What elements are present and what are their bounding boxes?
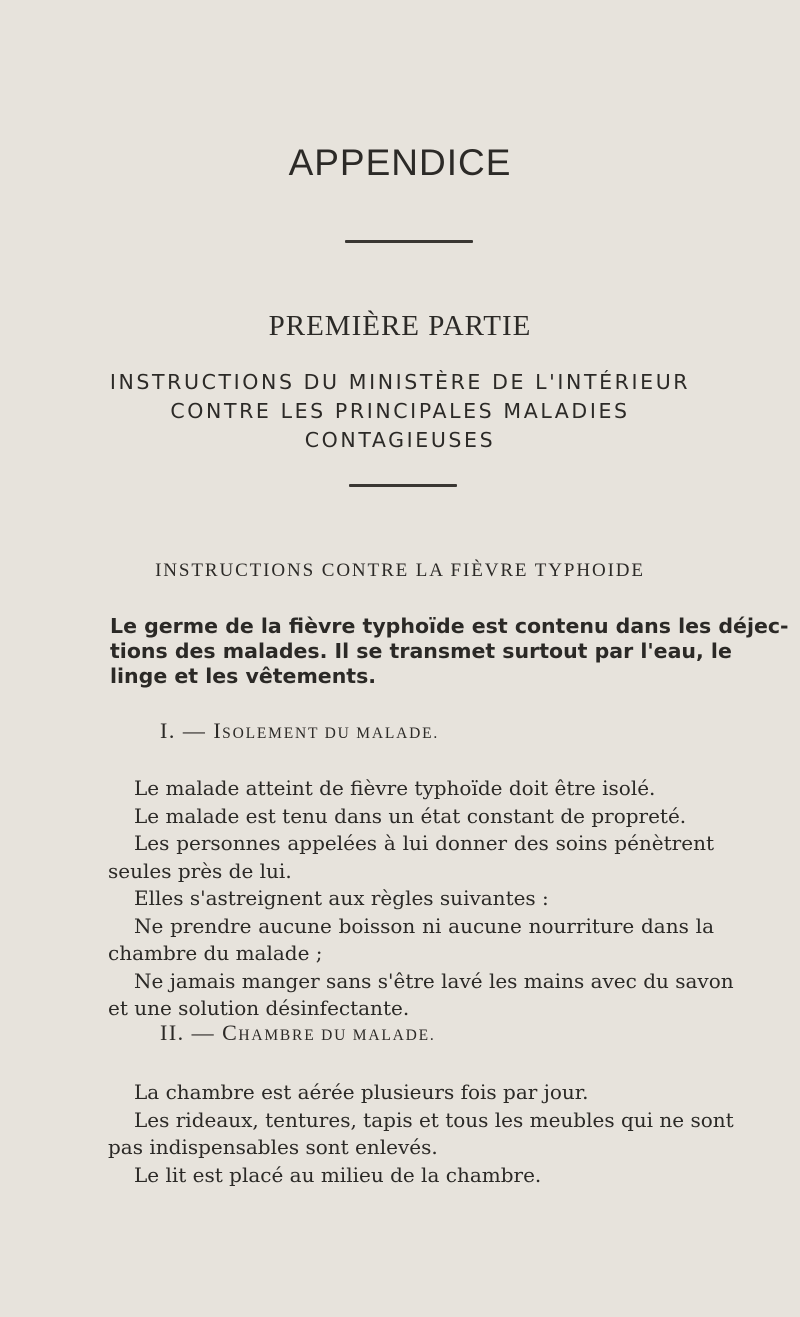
title-divider	[345, 240, 473, 243]
body-line: Les personnes appelées à lui donner des soins pénètrent	[134, 831, 714, 855]
body-line: Ne prendre aucune boisson ni aucune nourriture dans la	[134, 913, 714, 938]
section-title-initial: C	[222, 1020, 239, 1045]
body-line: Ne jamais manger sans s'être lavé les mains avec du savon	[134, 968, 734, 993]
section-body-room	[108, 1079, 734, 1189]
section-title: HAMBRE DU MALADE.	[238, 1027, 436, 1044]
intro-line: tions des malades. Il se transmet surtout par l'eau, le	[110, 639, 732, 663]
intro-line: linge et les vêtements.	[110, 664, 377, 688]
intro-line: Le germe de la fièvre typhoïde est contenu dans les déjec-	[110, 614, 789, 638]
part-heading: PREMIÈRE PARTIE	[268, 310, 532, 342]
body-line: seules près de lui.	[108, 858, 292, 883]
section-heading-room	[160, 1020, 436, 1046]
body-line: Le malade est tenu dans un état constant de propreté.	[134, 803, 687, 828]
section-number: II. —	[160, 1020, 216, 1045]
body-line: Le lit est placé au milieu de la chambre.	[134, 1162, 542, 1187]
section-heading-isolation	[160, 718, 439, 744]
section-title-initial: I	[213, 718, 223, 743]
ministry-heading	[0, 368, 800, 455]
body-line: pas indispensables sont enlevés.	[108, 1135, 438, 1159]
body-line: chambre du malade ;	[108, 941, 323, 965]
ministry-heading-line: CONTAGIEUSES	[304, 428, 496, 452]
section-title: SOLEMENT DU MALADE.	[222, 725, 440, 742]
body-line: Les rideaux, tentures, tapis et tous les meubles qui ne sont	[134, 1107, 734, 1132]
body-line: et une solution désinfectante.	[108, 996, 410, 1020]
section-divider	[349, 484, 457, 487]
ministry-heading-line: CONTRE LES PRINCIPALES MALADIES	[170, 399, 630, 423]
page-title: APPENDICE	[288, 142, 512, 183]
section-body-isolation	[108, 775, 734, 1023]
section-number: I. —	[160, 718, 207, 743]
ministry-heading-line: INSTRUCTIONS DU MINISTÈRE DE L'INTÉRIEUR	[109, 370, 691, 394]
body-line: Elles s'astreignent aux règles suivantes :	[134, 886, 549, 910]
typhoid-instructions-heading: INSTRUCTIONS CONTRE LA FIÈVRE TYPHOIDE	[155, 560, 645, 581]
intro-paragraph	[110, 614, 789, 689]
body-line: Le malade atteint de fièvre typhoïde doit être isolé.	[134, 776, 656, 800]
body-line: La chambre est aérée plusieurs fois par jour.	[134, 1080, 589, 1104]
